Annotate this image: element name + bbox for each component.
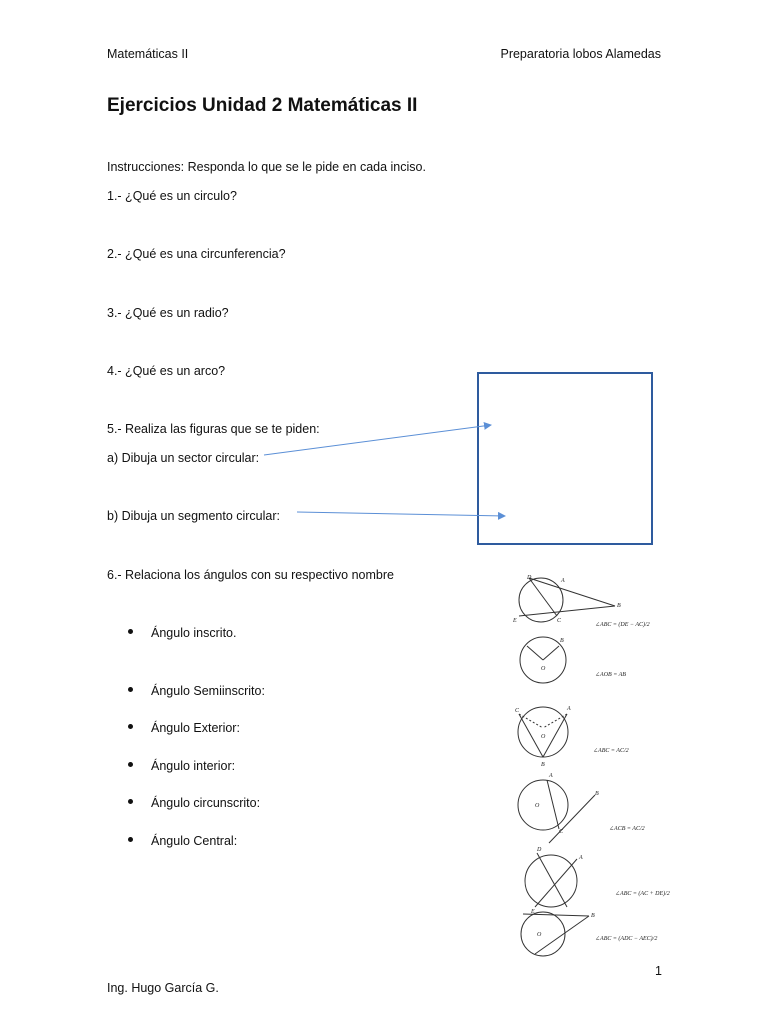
bullet-angulo-central: Ángulo Central: — [151, 834, 238, 848]
figure-central-angle — [520, 637, 626, 683]
arrow-a — [264, 425, 491, 455]
footer-author: Ing. Hugo García G. — [107, 981, 219, 995]
svg-text:A: A — [549, 773, 553, 779]
page-title: Ejercicios Unidad 2 Matemáticas II — [107, 95, 418, 116]
figure-interior-angle — [525, 847, 670, 915]
svg-text:E: E — [513, 618, 517, 624]
svg-text:O: O — [537, 932, 542, 938]
figure-inscribed-angle — [515, 706, 629, 768]
svg-text:O: O — [535, 803, 540, 809]
page-number: 1 — [655, 964, 662, 978]
question-2: 2.- ¿Qué es una circunferencia? — [107, 247, 286, 261]
bullet-dot — [128, 799, 133, 804]
svg-text:B: B — [591, 913, 595, 919]
question-4: 4.- ¿Qué es un arco? — [107, 364, 226, 378]
svg-text:E: E — [531, 909, 535, 915]
svg-text:B: B — [560, 638, 564, 644]
svg-text:A: A — [579, 855, 583, 861]
subitem-a: a) Dibuja un sector circular: — [107, 451, 260, 465]
question-5: 5.- Realiza las figuras que se te piden: — [107, 422, 320, 436]
svg-text:B: B — [617, 603, 621, 609]
figure-circumscribed-angle — [521, 912, 657, 956]
formula-3: ∠ABC = AC/2 — [593, 748, 629, 754]
bullet-angulo-inscrito: Ángulo inscrito. — [151, 626, 237, 640]
bullet-angulo-exterior: Ángulo Exterior: — [151, 721, 240, 735]
subitem-b: b) Dibuja un segmento circular: — [107, 509, 280, 523]
bullet-angulo-circunscrito: Ángulo circunscrito: — [151, 796, 261, 810]
svg-text:C: C — [559, 829, 564, 835]
svg-text:O: O — [541, 666, 546, 672]
question-3: 3.- ¿Qué es un radio? — [107, 306, 229, 320]
formula-5: ∠ABC = (AC + DE)/2 — [615, 891, 670, 897]
formula-1: ∠ABC = (DE − AC)/2 — [595, 622, 650, 628]
figure-semiinscribed-angle — [518, 773, 645, 843]
bullet-angulo-interior: Ángulo interior: — [151, 759, 236, 773]
svg-text:B: B — [595, 791, 599, 797]
svg-text:D: D — [527, 575, 532, 581]
bullet-dot — [128, 629, 133, 634]
bullet-dot — [128, 762, 133, 767]
bullet-dot — [128, 837, 133, 842]
bullet-angulo-semiinscrito: Ángulo Semiinscrito: — [151, 684, 265, 698]
arrow-b — [297, 512, 505, 516]
instructions: Instrucciones: Responda lo que se le pide en cada inciso. — [107, 160, 426, 174]
svg-text:O: O — [541, 734, 546, 740]
bullet-dot — [128, 724, 133, 729]
figure-exterior-angle — [512, 575, 650, 628]
question-6: 6.- Relaciona los ángulos con su respectivo nombre — [107, 568, 394, 582]
svg-text:C: C — [557, 618, 562, 624]
bullet-dot — [128, 687, 133, 692]
formula-4: ∠ACB = AC/2 — [609, 826, 645, 832]
header-right: Preparatoria lobos Alamedas — [500, 47, 661, 61]
formula-2: ∠AOB = AB — [595, 672, 626, 678]
svg-text:C: C — [515, 708, 520, 714]
svg-text:A: A — [561, 578, 565, 584]
svg-text:D: D — [537, 847, 542, 853]
angle-figures — [505, 570, 670, 960]
header-left: Matemáticas II — [107, 47, 189, 61]
formula-6: ∠ABC = (ADC − AEC)/2 — [595, 936, 658, 942]
svg-text:A: A — [567, 706, 571, 712]
question-1: 1.- ¿Qué es un circulo? — [107, 189, 237, 203]
svg-text:B: B — [541, 762, 545, 768]
